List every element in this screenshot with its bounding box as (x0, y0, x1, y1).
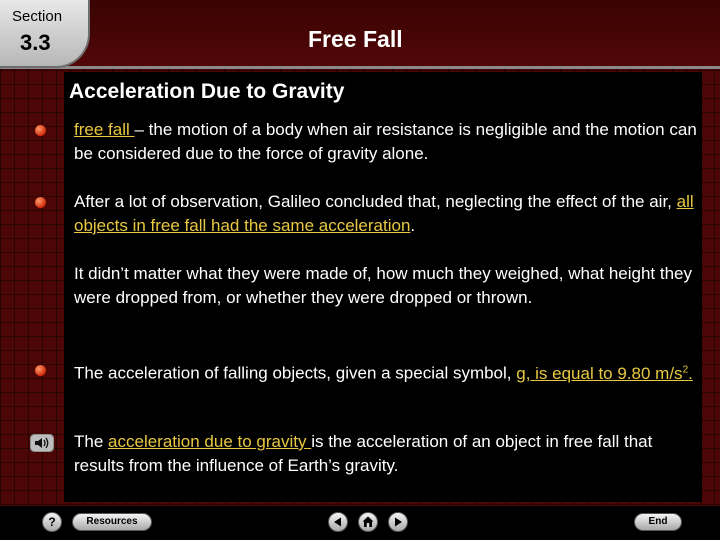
definition-free-fall (74, 118, 698, 166)
free-fall-link[interactable]: free fall (74, 120, 135, 139)
home-icon (359, 513, 377, 531)
header-divider (0, 66, 720, 69)
bullet-icon (35, 125, 46, 136)
back-button[interactable] (328, 512, 348, 532)
material-paragraph: It didn’t matter what they were made of, how much they weighed, what height they were dropped from, or whether they were dropped or thrown. (74, 264, 693, 307)
forward-button[interactable] (388, 512, 408, 532)
gravity-def-pre: The (74, 432, 109, 451)
symbol-g-text: The acceleration of falling objects, given a special symbol, (74, 363, 517, 383)
bullet-icon (35, 365, 46, 376)
end-button[interactable]: End (634, 513, 682, 531)
home-button[interactable] (358, 512, 378, 532)
help-button[interactable] (42, 512, 62, 532)
g-value-link[interactable] (516, 364, 693, 383)
g-value-text: g, is equal to 9.80 m/s (516, 363, 683, 383)
panel-title: Acceleration Due to Gravity (69, 80, 345, 103)
resources-button[interactable]: Resources (72, 513, 152, 531)
chapter-title: Free Fall (308, 26, 403, 52)
gravity-definition-paragraph (74, 430, 698, 478)
g-exponent: 2 (682, 364, 689, 375)
section-number: 3.3 (20, 30, 51, 55)
section-label: Section (12, 8, 63, 25)
bullet-icon (35, 197, 46, 208)
forward-arrow-icon (389, 513, 407, 531)
gravity-def-text: is the acceleration of an object in free fall that results from the influence of Earth’s gravity. (74, 432, 653, 475)
same-acceleration-link[interactable]: all objects in free fall had the same acceleration (74, 192, 694, 235)
section-tab (0, 0, 90, 68)
definition-text: – the motion of a body when air resistance is negligible and the motion can be considered due to the force of gravity alone. (74, 120, 697, 163)
help-icon: ? (48, 515, 56, 529)
acceleration-gravity-link[interactable]: acceleration due to gravity (108, 432, 312, 451)
speaker-icon[interactable] (30, 434, 54, 452)
galileo-text: After a lot of observation, Galileo concluded that, neglecting the effect of the air, (74, 192, 677, 211)
symbol-g-paragraph (74, 358, 698, 386)
galileo-paragraph (74, 190, 698, 238)
back-arrow-icon (329, 513, 347, 531)
galileo-period: . (410, 216, 416, 235)
g-period: . (688, 363, 693, 383)
